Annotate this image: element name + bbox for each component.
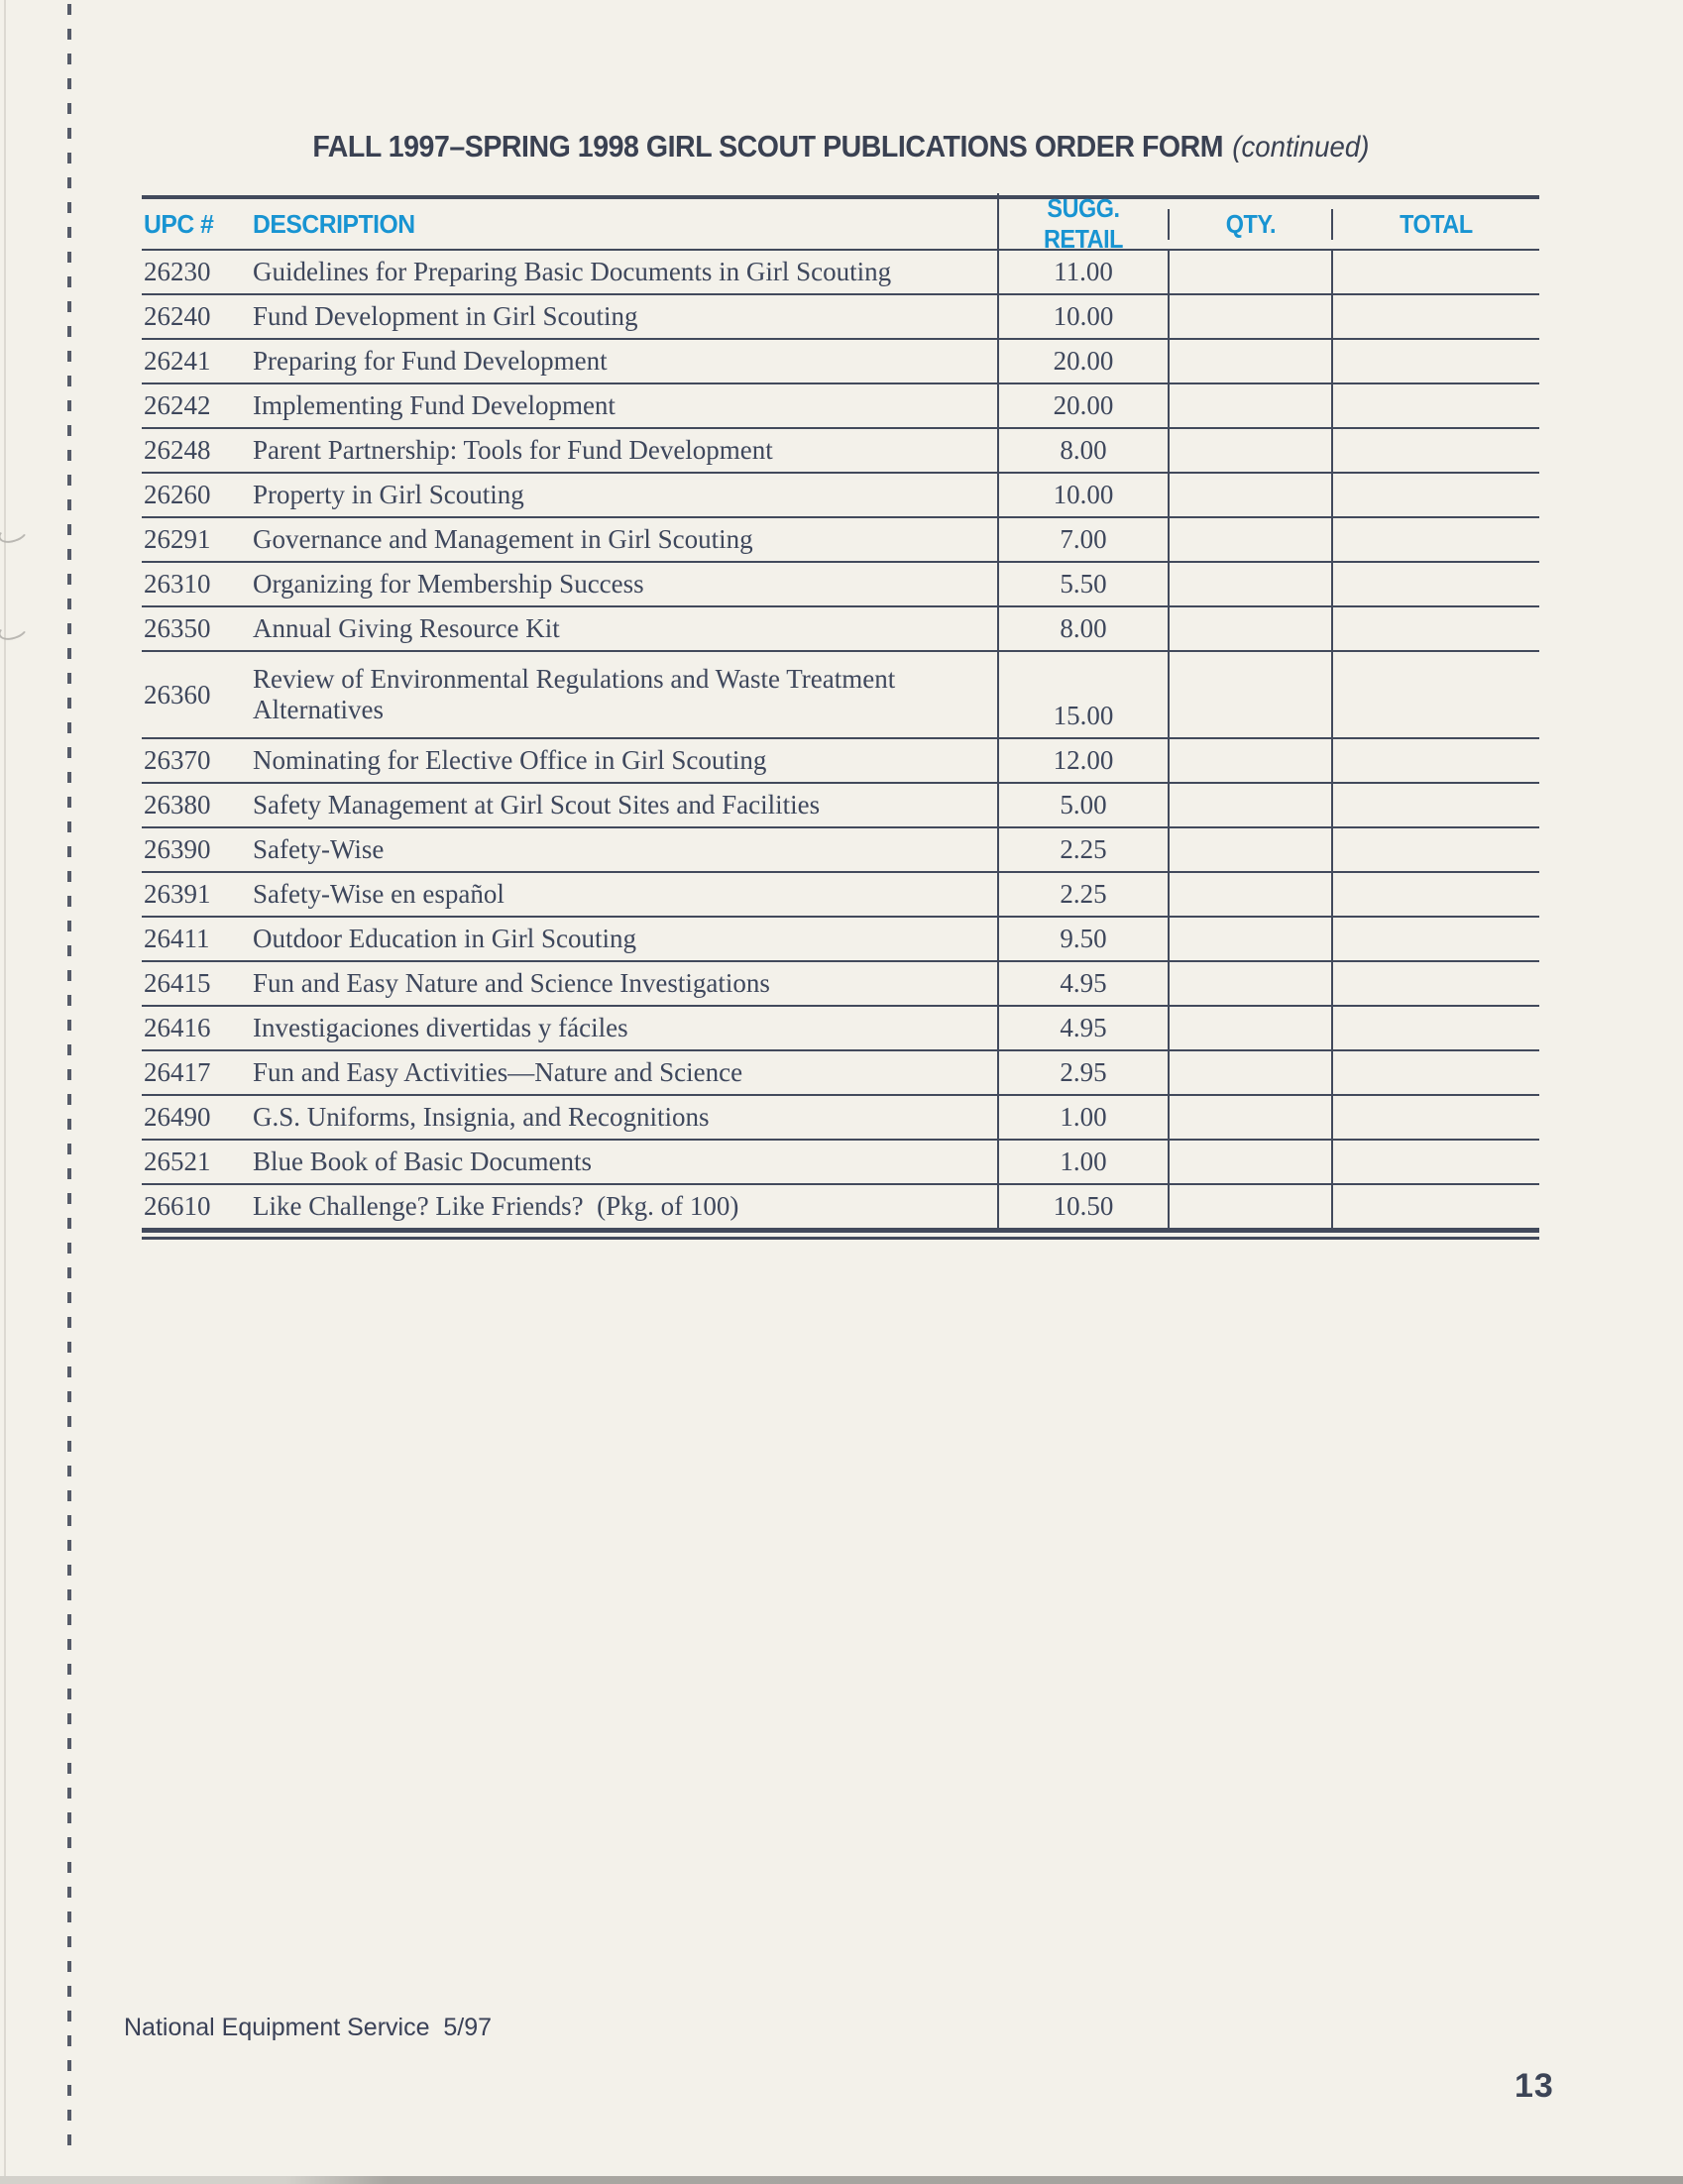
qty-fill-in-cell[interactable] [1168,962,1331,1005]
table-row [142,295,1539,340]
description-cell: Organizing for Membership Success [253,568,644,599]
upc-cell: 26370 [144,745,211,775]
upc-cell: 26391 [144,879,211,909]
footer-text: National Equipment Service 5/97 [124,2014,493,2041]
table-row [142,1096,1539,1141]
table-body [142,251,1539,1230]
table-row [142,1007,1539,1051]
upc-cell: 26240 [144,301,211,331]
description-cell: Parent Partnership: Tools for Fund Development [253,434,773,465]
total-fill-in-cell[interactable] [1331,784,1539,826]
total-fill-in-cell[interactable] [1331,474,1539,516]
table-row [142,739,1539,784]
table-row [142,1185,1539,1230]
qty-fill-in-cell[interactable] [1168,1185,1331,1228]
upc-cell: 26310 [144,569,211,599]
header-upc [142,209,253,240]
description-cell: Property in Girl Scouting [253,479,524,509]
header-upc-label: UPC # [144,208,214,239]
qty-fill-in-cell[interactable] [1168,340,1331,382]
retail-price-cell: 7.00 [997,518,1168,561]
qty-fill-in-cell[interactable] [1168,784,1331,826]
header-qty-label: QTY. [1225,208,1276,239]
header-sugg-retail-label: SUGG. RETAIL [1043,193,1124,254]
header-description [253,209,997,240]
description-cell: Like Challenge? Like Friends? (Pkg. of 100) [253,1190,739,1221]
total-fill-in-cell[interactable] [1331,918,1539,960]
retail-price-cell: 20.00 [997,384,1168,427]
description-cell: Implementing Fund Development [253,389,616,420]
header-total [1331,209,1539,240]
description-cell: Fund Development in Girl Scouting [253,300,638,331]
retail-price-cell: 1.00 [997,1141,1168,1183]
retail-price-cell: 2.25 [997,873,1168,916]
table-row [142,518,1539,563]
upc-cell: 26390 [144,834,211,864]
table-row [142,429,1539,474]
total-fill-in-cell[interactable] [1331,828,1539,871]
total-fill-in-cell[interactable] [1331,1141,1539,1183]
qty-fill-in-cell[interactable] [1168,1096,1331,1139]
header-description-label: DESCRIPTION [253,208,415,239]
retail-price-cell: 8.00 [997,429,1168,472]
publications-order-table [142,195,1539,1240]
retail-price-cell: 10.00 [997,474,1168,516]
qty-fill-in-cell[interactable] [1168,474,1331,516]
total-fill-in-cell[interactable] [1331,1096,1539,1139]
upc-cell: 26242 [144,390,211,420]
total-fill-in-cell[interactable] [1331,1007,1539,1049]
qty-fill-in-cell[interactable] [1168,918,1331,960]
table-row [142,563,1539,607]
description-cell: Blue Book of Basic Documents [253,1146,592,1176]
description-cell: Governance and Management in Girl Scouting [253,523,753,554]
qty-fill-in-cell[interactable] [1168,828,1331,871]
upc-cell: 26248 [144,435,211,465]
description-cell: Guidelines for Preparing Basic Documents in Girl Scouting [253,256,892,286]
upc-cell: 26415 [144,968,211,998]
qty-fill-in-cell[interactable] [1168,1141,1331,1183]
description-cell: Safety Management at Girl Scout Sites and Facilities [253,789,821,819]
total-fill-in-cell[interactable] [1331,563,1539,605]
retail-price-cell: 11.00 [997,251,1168,293]
table-row [142,652,1539,739]
description-cell: Safety-Wise [253,833,385,864]
description-cell: Fun and Easy Nature and Science Investigations [253,967,770,998]
description-cell: Safety-Wise en español [253,878,505,909]
page-title-continued: (continued) [1231,131,1370,164]
qty-fill-in-cell[interactable] [1168,251,1331,293]
description-cell: Annual Giving Resource Kit [253,612,560,643]
retail-price-cell: 2.95 [997,1051,1168,1094]
header-qty [1168,209,1331,240]
description-cell: Investigaciones divertidas y fáciles [253,1012,628,1042]
total-fill-in-cell[interactable] [1331,1185,1539,1228]
upc-cell: 26360 [144,679,211,710]
page-edge-seam [4,0,6,2176]
header-sugg-retail [997,193,1168,255]
table-row [142,251,1539,295]
table-row [142,340,1539,384]
total-fill-in-cell[interactable] [1331,873,1539,916]
total-fill-in-cell[interactable] [1331,340,1539,382]
table-row [142,873,1539,918]
page-number: 13 [1515,2067,1554,2105]
table-row [142,918,1539,962]
retail-price-cell: 9.50 [997,918,1168,960]
table-bottom-rule [142,1230,1539,1240]
retail-price-cell: 5.00 [997,784,1168,826]
upc-cell: 26411 [144,924,210,953]
table-row [142,607,1539,652]
description-cell: Nominating for Elective Office in Girl Scouting [253,744,767,775]
total-fill-in-cell[interactable] [1331,652,1539,737]
description-cell: G.S. Uniforms, Insignia, and Recognitions [253,1101,710,1132]
total-fill-in-cell[interactable] [1331,1051,1539,1094]
retail-price-cell: 2.25 [997,828,1168,871]
qty-fill-in-cell[interactable] [1168,429,1331,472]
upc-cell: 26417 [144,1057,211,1087]
upc-cell: 26416 [144,1013,211,1042]
upc-cell: 26490 [144,1102,211,1132]
upc-cell: 26610 [144,1191,211,1221]
upc-cell: 26260 [144,480,211,509]
retail-price-cell: 4.95 [997,1007,1168,1049]
total-fill-in-cell[interactable] [1331,384,1539,427]
table-header-row [142,193,1539,254]
qty-fill-in-cell[interactable] [1168,607,1331,650]
description-cell: Preparing for Fund Development [253,345,608,376]
retail-price-cell: 1.00 [997,1096,1168,1139]
total-fill-in-cell[interactable] [1331,295,1539,338]
total-fill-in-cell[interactable] [1331,607,1539,650]
upc-cell: 26230 [144,257,211,286]
retail-price-cell: 15.00 [997,652,1168,737]
page-title-text: FALL 1997–SPRING 1998 GIRL SCOUT PUBLICATIONS ORDER FORM [311,129,1223,164]
qty-fill-in-cell[interactable] [1168,1007,1331,1049]
retail-price-cell: 20.00 [997,340,1168,382]
total-fill-in-cell[interactable] [1331,962,1539,1005]
total-fill-in-cell[interactable] [1331,429,1539,472]
upc-cell: 26350 [144,613,211,643]
header-total-label: TOTAL [1400,208,1473,239]
upc-cell: 26291 [144,524,211,554]
perforation-dashed-line [67,4,71,2150]
retail-price-cell: 10.50 [997,1185,1168,1228]
upc-cell: 26521 [144,1147,211,1176]
qty-fill-in-cell[interactable] [1168,518,1331,561]
description-cell: Fun and Easy Activities—Nature and Science [253,1056,743,1087]
retail-price-cell: 10.00 [997,295,1168,338]
table-row [142,784,1539,828]
total-fill-in-cell[interactable] [1331,518,1539,561]
total-fill-in-cell[interactable] [1331,251,1539,293]
table-row [142,962,1539,1007]
qty-fill-in-cell[interactable] [1168,384,1331,427]
retail-price-cell: 12.00 [997,739,1168,782]
retail-price-cell: 8.00 [997,607,1168,650]
qty-fill-in-cell[interactable] [1168,1051,1331,1094]
table-row [142,384,1539,429]
qty-fill-in-cell[interactable] [1168,652,1331,737]
retail-price-cell: 4.95 [997,962,1168,1005]
retail-price-cell: 5.50 [997,563,1168,605]
total-fill-in-cell[interactable] [1331,739,1539,782]
qty-fill-in-cell[interactable] [1168,563,1331,605]
qty-fill-in-cell[interactable] [1168,873,1331,916]
table-row [142,474,1539,518]
table-row [142,1051,1539,1096]
upc-cell: 26241 [144,346,211,376]
table-row [142,1141,1539,1185]
table-row [142,828,1539,873]
qty-fill-in-cell[interactable] [1168,295,1331,338]
description-cell: Review of Environmental Regulations and Waste Treatment Alternatives [253,663,901,724]
qty-fill-in-cell[interactable] [1168,739,1331,782]
page-title [142,129,1539,164]
upc-cell: 26380 [144,790,211,819]
description-cell: Outdoor Education in Girl Scouting [253,923,636,953]
scan-bottom-edge [0,2176,1683,2184]
